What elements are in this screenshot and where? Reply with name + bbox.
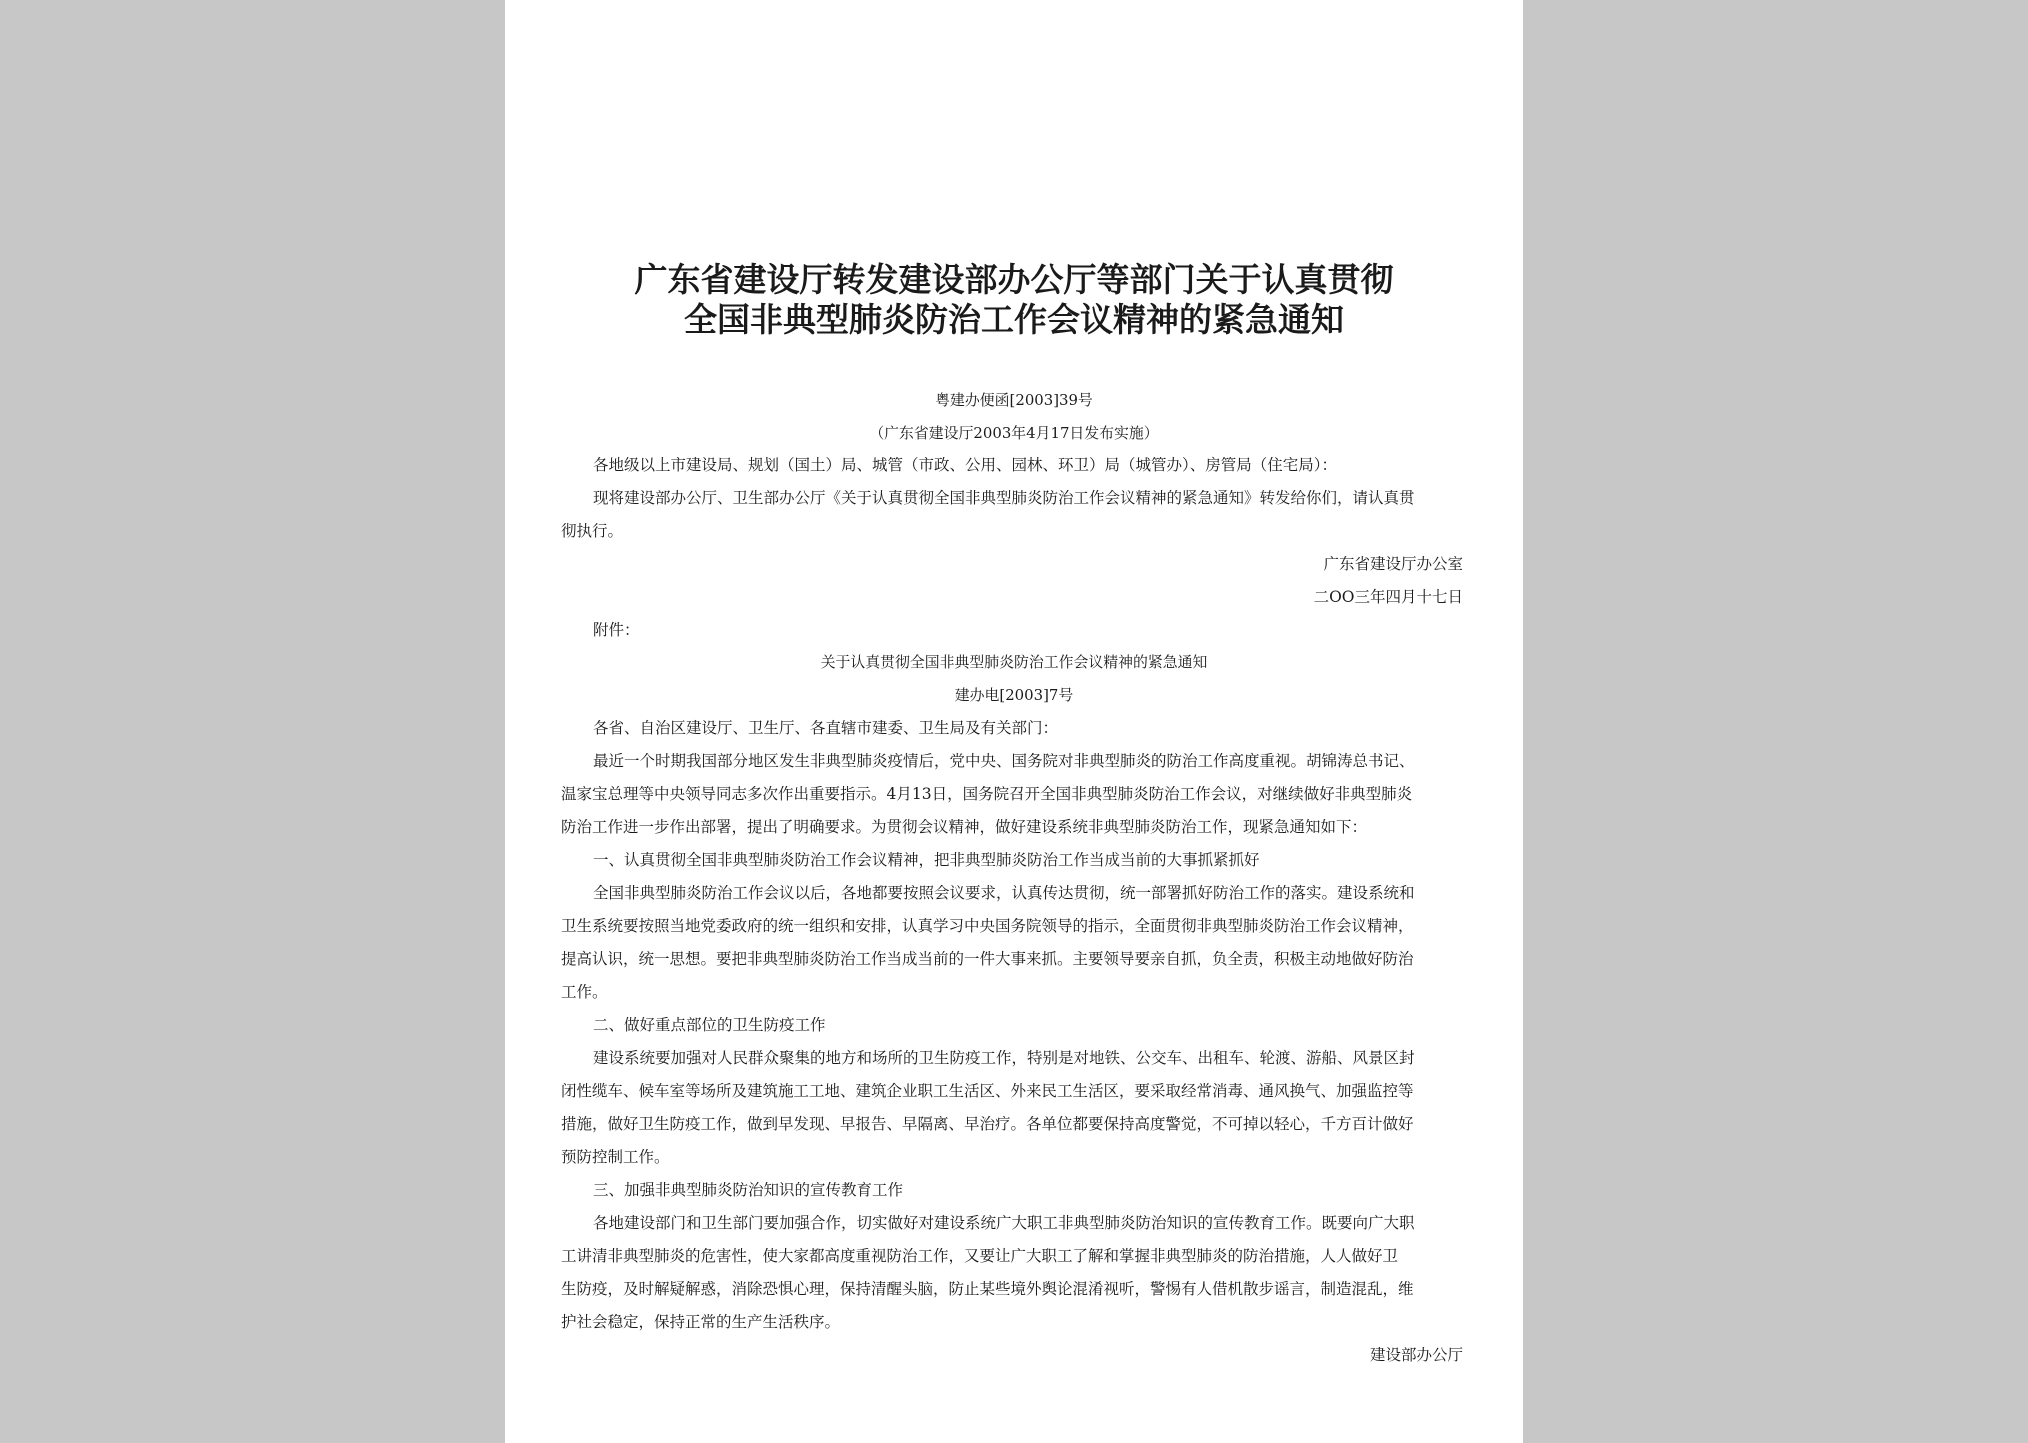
intro-line-1: 现将建设部办公厅、卫生部办公厅《关于认真贯彻全国非典型肺炎防治工作会议精神的紧急通知》转发给你们，请认真贯 xyxy=(593,489,1415,507)
section-3-line-3: 生防疫，及时解疑解惑，消除恐惧心理，保持清醒头脑，防止某些境外舆论混淆视听，警惕有人借机散步谣言，制造混乱，维 xyxy=(561,1280,1414,1298)
section-2-heading: 二、做好重点部位的卫生防疫工作 xyxy=(593,1016,826,1034)
section-1-line-2: 卫生系统要按照当地党委政府的统一组织和安排，认真学习中央国务院领导的指示，全面贯彻非典型肺炎防治工作会议精神， xyxy=(561,917,1414,935)
signature-org: 广东省建设厅办公室 xyxy=(1323,555,1463,573)
section-1-line-3: 提高认识，统一思想。要把非典型肺炎防治工作当成当前的一件大事来抓。主要领导要亲自抓，负全责，积极主动地做好防治 xyxy=(561,950,1414,968)
section-2-line-2: 闭性缆车、候车室等场所及建筑施工工地、建筑企业职工生活区、外来民工生活区，要采取经常消毒、通风换气、加强监控等 xyxy=(561,1082,1414,1100)
paragraph-1-line-1: 最近一个时期我国部分地区发生非典型肺炎疫情后，党中央、国务院对非典型肺炎的防治工作高度重视。胡锦涛总书记、 xyxy=(593,752,1415,770)
issue-note: （广东省建设厅2003年4月17日发布实施） xyxy=(869,424,1159,442)
paragraph-1-line-3: 防治工作进一步作出部署，提出了明确要求。为贯彻会议精神，做好建设系统非典型肺炎防治工作，现紧急通知如下： xyxy=(561,818,1368,836)
attachment-number: 建办电[2003]7号 xyxy=(954,686,1074,704)
section-3-line-4: 护社会稳定，保持正常的生产生活秩序。 xyxy=(561,1313,841,1331)
doc-number: 粤建办便函[2003]39号 xyxy=(935,391,1093,409)
section-2-line-1: 建设系统要加强对人民群众聚集的地方和场所的卫生防疫工作，特别是对地铁、公交车、出租车、轮渡、游船、风景区封 xyxy=(593,1049,1415,1067)
document-title xyxy=(505,260,1523,340)
section-3-heading: 三、加强非典型肺炎防治知识的宣传教育工作 xyxy=(593,1181,904,1199)
document-page xyxy=(505,0,1523,1443)
recipients: 各地级以上市建设局、规划（国土）局、城管（市政、公用、园林、环卫）局（城管办）、房管局（住宅局）： xyxy=(593,456,1338,474)
section-3-line-1: 各地建设部门和卫生部门要加强合作，切实做好对建设系统广大职工非典型肺炎防治知识的宣传教育工作。既要向广大职 xyxy=(593,1214,1415,1232)
title-line-2: 全国非典型肺炎防治工作会议精神的紧急通知 xyxy=(684,300,1344,339)
paragraph-1-line-2: 温家宝总理等中央领导同志多次作出重要指示。4月13日，国务院召开全国非典型肺炎防治工作会议，对继续做好非典型肺炎 xyxy=(561,785,1413,803)
section-2-line-3: 措施，做好卫生防疫工作，做到早发现、早报告、早隔离、早治疗。各单位都要保持高度警觉，不可掉以轻心，千方百计做好 xyxy=(561,1115,1414,1133)
section-3-line-2: 工讲清非典型肺炎的危害性，使大家都高度重视防治工作，又要让广大职工了解和掌握非典型肺炎的防治措施，人人做好卫 xyxy=(561,1247,1399,1265)
final-signature: 建设部办公厅 xyxy=(1369,1346,1463,1364)
attachment-label: 附件： xyxy=(593,621,640,639)
attachment-recipients: 各省、自治区建设厅、卫生厅、各直辖市建委、卫生局及有关部门： xyxy=(593,719,1059,737)
intro-line-2: 彻执行。 xyxy=(561,522,624,540)
section-1-heading: 一、认真贯彻全国非典型肺炎防治工作会议精神，把非典型肺炎防治工作当成当前的大事抓紧抓好 xyxy=(593,851,1260,869)
attachment-title: 关于认真贯彻全国非典型肺炎防治工作会议精神的紧急通知 xyxy=(820,653,1208,671)
section-1-line-1: 全国非典型肺炎防治工作会议以后，各地都要按照会议要求，认真传达贯彻，统一部署抓好防治工作的落实。建设系统和 xyxy=(593,884,1415,902)
section-1-line-4: 工作。 xyxy=(561,983,608,1001)
section-2-line-4: 预防控制工作。 xyxy=(561,1148,670,1166)
signature-date: 二OO三年四月十七日 xyxy=(1313,588,1463,606)
title-line-1: 广东省建设厅转发建设部办公厅等部门关于认真贯彻 xyxy=(634,260,1394,299)
